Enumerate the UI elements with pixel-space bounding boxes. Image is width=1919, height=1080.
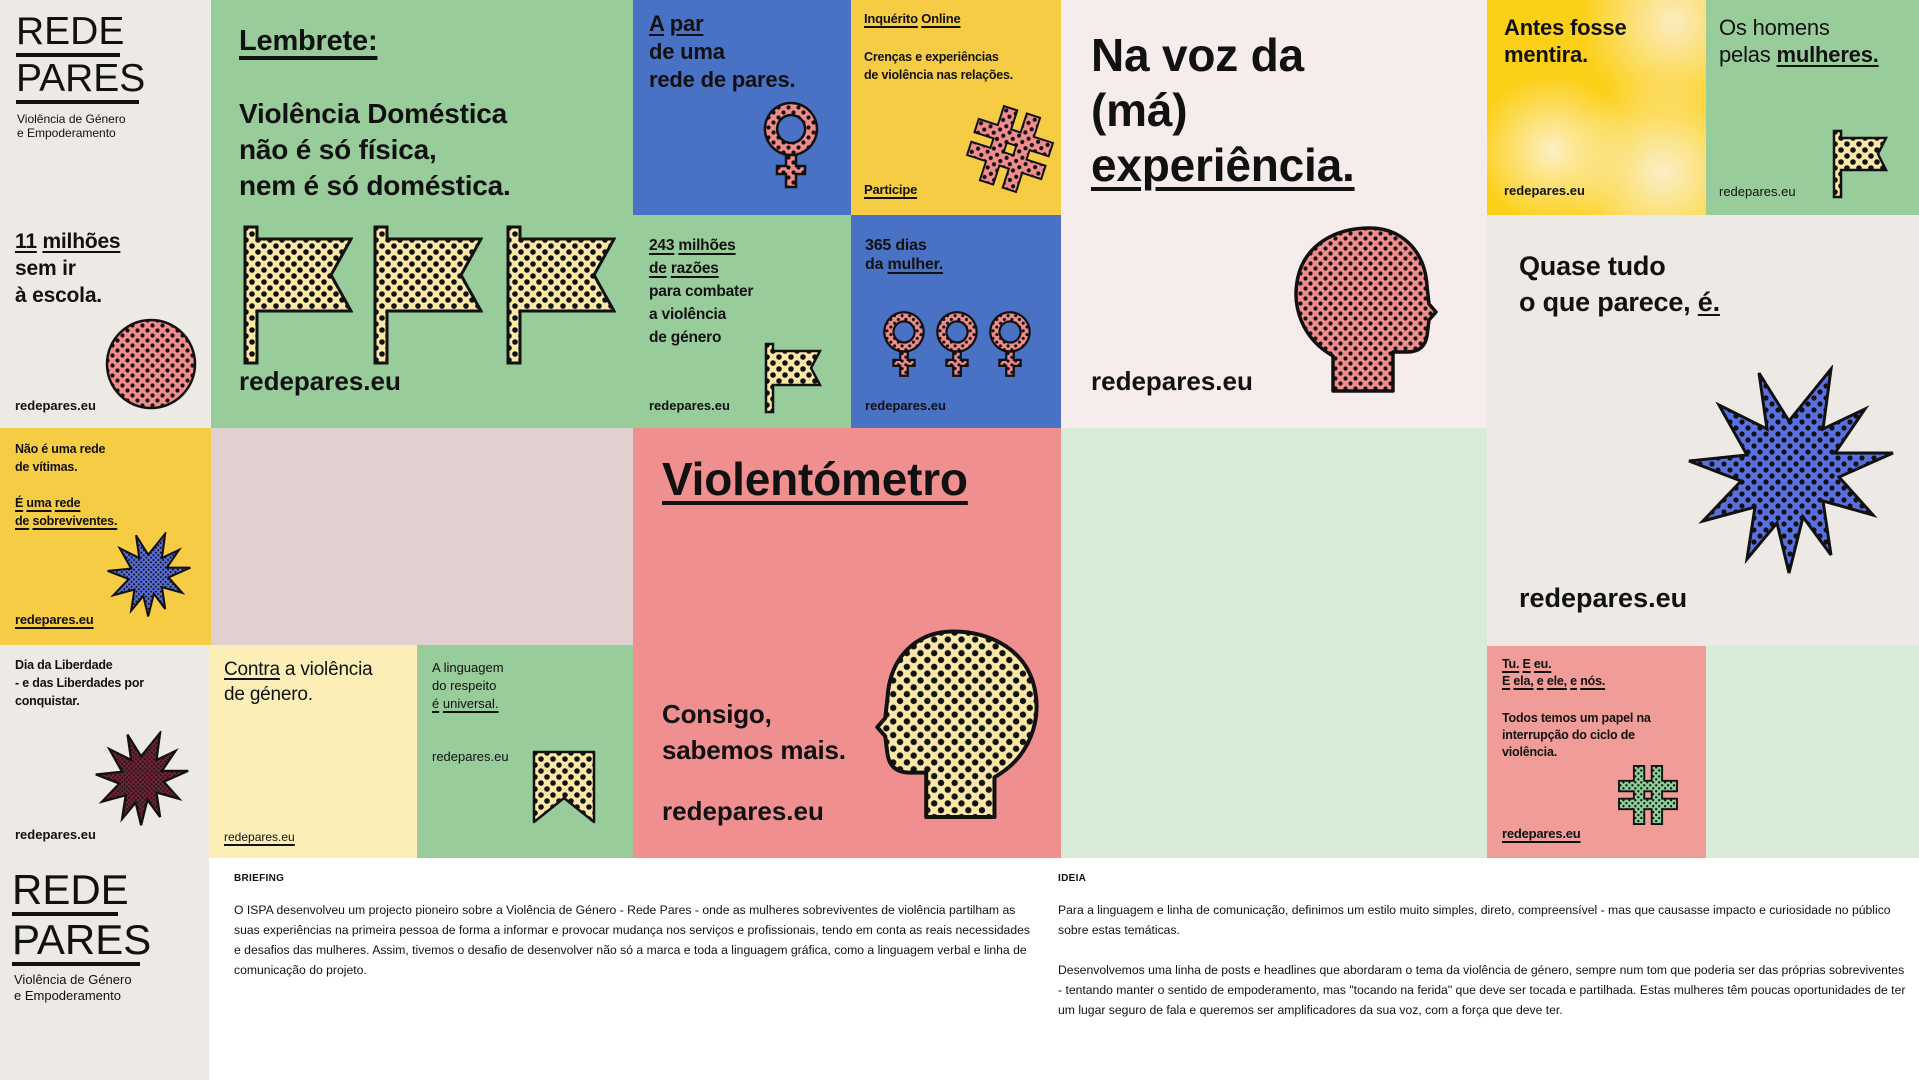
lembrete-title: Lembrete: (239, 25, 378, 57)
lembrete-line-3: nem é só doméstica. (239, 170, 511, 201)
tile-quase-tudo (1487, 215, 1919, 646)
ideia-paragraph-1: Para a linguagem e linha de comunicação, definimos um estilo muito simples, direto, compreensível - mas que causasse impacto e curiosidade no público sobre estas temáticas. (1058, 903, 1891, 937)
tu-word-6: e (1536, 674, 1544, 688)
dias-365-word-da: da (865, 256, 884, 273)
logo-rede: REDE (16, 12, 120, 57)
inquerito-word-1: Inquérito (864, 11, 918, 26)
ideia-paragraph-2: Desenvolvemos uma linha de posts e headlines que abordaram o tema da violência de género, sempre num tom que poderia ser das próprias sobreviventes - tentando manter o sentido de empoderamento, mas "tocando na ferida" que deve ser tocada e partilhada. Estas mulheres têm poucas oportunidades de ter um lugar seguro de fala e queremos ser amplificadores da sua voz, com a força que deve ter. (1058, 963, 1906, 1017)
os-homens-word-mulheres: mulheres. (1776, 42, 1879, 67)
lembrete-url[interactable]: redepares.eu (239, 366, 401, 396)
logo-subtitle-1: Violência de Género (17, 112, 126, 126)
violentometro-title: Violentómetro (662, 453, 968, 505)
tile-dia-liberdade (0, 645, 209, 858)
antes-fosse-line-2: mentira. (1504, 42, 1588, 67)
tile-lembrete (211, 0, 633, 428)
linguagem-word-universal: universal. (442, 696, 499, 711)
violentometro-body (662, 696, 846, 768)
onze-word-11: 11 (15, 230, 37, 253)
tu-e-eu-body (1502, 710, 1651, 761)
logo-tile-bottom (0, 858, 209, 1080)
dias-365-line-1: 365 dias (865, 237, 927, 254)
tu-word-1: Tu. (1502, 657, 1520, 671)
a-par-line-3: rede de pares. (649, 67, 796, 92)
linguagem-line-1: A linguagem (432, 660, 504, 675)
linguagem-word-e: é (432, 696, 440, 711)
flag-icon (764, 342, 822, 414)
briefing-section (209, 858, 1045, 1080)
hashtag-icon (1616, 763, 1680, 827)
nao-e-rede-line-2: de vítimas. (15, 460, 78, 474)
tu-word-3: eu. (1533, 657, 1552, 671)
m243-line-4: a violência (649, 306, 727, 323)
inquerito-line-1: Crenças e experiências (864, 50, 999, 64)
dias-365-word-mulher: mulher. (887, 256, 944, 273)
hashtag-icon (956, 95, 1061, 203)
empty-tile-mauve (211, 428, 633, 645)
linguagem-url[interactable]: redepares.eu (432, 749, 509, 764)
tile-violentometro (633, 428, 1061, 858)
empty-tile-mint-small (1706, 646, 1919, 858)
flag-icon (506, 225, 616, 365)
briefing-title: BRIEFING (234, 873, 285, 884)
lembrete-line-1: Violência Doméstica (239, 98, 508, 129)
nao-e-rede-word-de: de (15, 514, 30, 528)
a-par-word-par: par (669, 11, 704, 36)
quase-tudo-line-2: o que parece, (1519, 287, 1691, 317)
ideia-section (1045, 858, 1919, 1080)
os-homens-url[interactable]: redepares.eu (1719, 184, 1796, 199)
onze-word-milhoes: milhões (42, 230, 121, 253)
m243-word-milhoes: milhões (678, 237, 736, 254)
tu-word-9: nós. (1580, 674, 1606, 688)
m243-line-3: para combater (649, 283, 754, 300)
milhoes-243-text (649, 234, 753, 349)
participe-link[interactable]: Participe (864, 182, 918, 197)
nao-e-rede-word-uma: uma (26, 496, 52, 510)
flag-icon (243, 225, 353, 365)
bookmark-pennant-icon (532, 750, 596, 824)
circle-icon (105, 318, 197, 410)
tile-contra (209, 645, 417, 858)
tu-e-eu-url[interactable]: redepares.eu (1502, 826, 1581, 841)
na-voz-line-2: (má) (1091, 84, 1188, 136)
tu-line-3: Todos temos um papel na (1502, 711, 1651, 725)
ideia-title: IDEIA (1058, 873, 1087, 884)
os-homens-line-1: Os homens (1719, 15, 1830, 40)
tile-os-homens (1706, 0, 1919, 215)
tu-word-4: E (1502, 674, 1511, 688)
starburst-icon (94, 731, 190, 827)
m243-line-5: de género (649, 329, 722, 346)
violentometro-line-1: Consigo, (662, 699, 772, 729)
onze-milhoes-headline (15, 228, 120, 309)
ideia-body (1058, 900, 1908, 1020)
starburst-icon (106, 532, 192, 618)
onze-milhoes-url[interactable]: redepares.eu (15, 398, 96, 413)
os-homens-word-pelas: pelas (1719, 42, 1771, 67)
nao-e-rede-word-sobreviventes: sobreviventes. (32, 514, 118, 528)
tile-antes-fosse (1487, 0, 1706, 215)
tile-365-dias (851, 215, 1061, 428)
inquerito-word-2: Online (921, 11, 961, 26)
quase-tudo-url[interactable]: redepares.eu (1519, 583, 1688, 613)
a-par-text (649, 10, 795, 94)
onze-line-2: sem ir (15, 257, 76, 280)
contra-line-2: de género. (224, 684, 313, 705)
logo-pares-bottom: PARES (12, 918, 140, 966)
m243-word-de: de (649, 260, 667, 277)
m243-word-243: 243 (649, 237, 675, 254)
tu-line-5: violência. (1502, 745, 1557, 759)
starburst-icon (1685, 365, 1897, 577)
briefing-paragraph: O ISPA desenvolveu um projecto pioneiro sobre a Violência de Género - Rede Pares - onde as mulheres sobreviventes de violência partilham as suas experiências na primeira pessoa de forma a informar e provocar mudança nos serviços e profissionais, tendo em conta as reais necessidades e desafios das mulheres. Assim, tivemos o desafio de desenvolver não só a marca e toda a linguagem gráfica, como a linguagem verbal e linha de comunicação do projeto. (234, 903, 1030, 977)
a-par-word-a: A (649, 11, 664, 36)
contra-headline (224, 657, 373, 707)
tu-word-8: e (1570, 674, 1577, 688)
logo-subtitle-1-bottom: Violência de Género (14, 972, 132, 987)
quase-tudo-line-1: Quase tudo (1519, 251, 1666, 281)
inquerito-body (864, 48, 1013, 84)
lembrete-body (239, 96, 511, 204)
tile-inquerito (851, 0, 1061, 215)
milhoes-243-url[interactable]: redepares.eu (649, 398, 730, 413)
nao-e-rede-word-e: É (15, 496, 24, 510)
tu-line-4: interrupção do ciclo de (1502, 728, 1635, 742)
dias-365-url[interactable]: redepares.eu (865, 398, 946, 413)
logo-tile (0, 0, 211, 215)
nao-e-rede-url[interactable]: redepares.eu (15, 612, 94, 627)
na-voz-line-1: Na voz da (1091, 29, 1304, 81)
inquerito-heading (864, 11, 960, 26)
venus-icon (881, 310, 927, 378)
quase-tudo-word-e: é. (1697, 287, 1720, 317)
logo-subtitle-2: e Empoderamento (17, 126, 116, 140)
dia-liberdade-text (15, 656, 144, 710)
tile-243-milhoes (633, 215, 851, 428)
dias-365-text (865, 236, 943, 274)
contra-url[interactable]: redepares.eu (224, 830, 295, 844)
contra-rest: a violência (284, 659, 373, 680)
tile-a-par (633, 0, 851, 215)
antes-fosse-headline (1504, 14, 1627, 68)
logo-rede-bottom: REDE (12, 868, 118, 916)
inquerito-line-2: de violência nas relações. (864, 68, 1014, 82)
venus-icon (987, 310, 1033, 378)
na-voz-headline (1091, 28, 1355, 193)
head-profile-icon (1293, 226, 1438, 396)
onze-line-3: à escola. (15, 284, 102, 307)
linguagem-line-2: do respeito (432, 678, 497, 693)
a-par-line-2: de uma (649, 39, 725, 64)
dia-liberdade-line-2: - e das Liberdades por (15, 676, 144, 690)
tu-word-7: ele, (1546, 674, 1567, 688)
tile-tu-e-eu (1487, 646, 1706, 858)
linguagem-text (432, 659, 504, 713)
tu-word-5: ela, (1513, 674, 1534, 688)
os-homens-headline (1719, 14, 1879, 68)
logo-pares: PARES (16, 59, 139, 104)
violentometro-url[interactable]: redepares.eu (662, 796, 824, 826)
venus-icon (761, 100, 821, 190)
antes-fosse-url[interactable]: redepares.eu (1504, 183, 1585, 198)
dia-liberdade-line-3: conquistar. (15, 694, 80, 708)
tile-nao-e-rede (0, 428, 211, 645)
na-voz-url[interactable]: redepares.eu (1091, 366, 1253, 396)
nao-e-rede-word-rede: rede (54, 496, 81, 510)
briefing-body (234, 900, 1037, 980)
nao-e-rede-text (15, 440, 117, 530)
flag-icon (1832, 129, 1888, 199)
tile-linguagem (417, 645, 633, 858)
venus-icon (934, 310, 980, 378)
antes-fosse-line-1: Antes fosse (1504, 15, 1627, 40)
tile-onze-milhoes (0, 215, 211, 428)
tile-na-voz (1061, 0, 1487, 428)
dia-liberdade-url[interactable]: redepares.eu (15, 827, 96, 842)
lembrete-line-2: não é só física, (239, 134, 437, 165)
quase-tudo-headline (1519, 248, 1720, 320)
violentometro-line-2: sabemos mais. (662, 735, 846, 765)
flag-icon (373, 225, 483, 365)
head-profile-icon (875, 628, 1040, 824)
empty-tile-mint-large (1061, 428, 1487, 858)
logo-subtitle-2-bottom: e Empoderamento (14, 988, 121, 1003)
contra-word-contra: Contra (224, 659, 280, 680)
tu-word-2: E (1522, 657, 1531, 671)
tu-e-eu-heading (1502, 656, 1605, 690)
dia-liberdade-line-1: Dia da Liberdade (15, 658, 113, 672)
na-voz-line-3: experiência. (1091, 139, 1355, 191)
m243-word-razoes: razões (670, 260, 719, 277)
nao-e-rede-line-1: Não é uma rede (15, 442, 106, 456)
